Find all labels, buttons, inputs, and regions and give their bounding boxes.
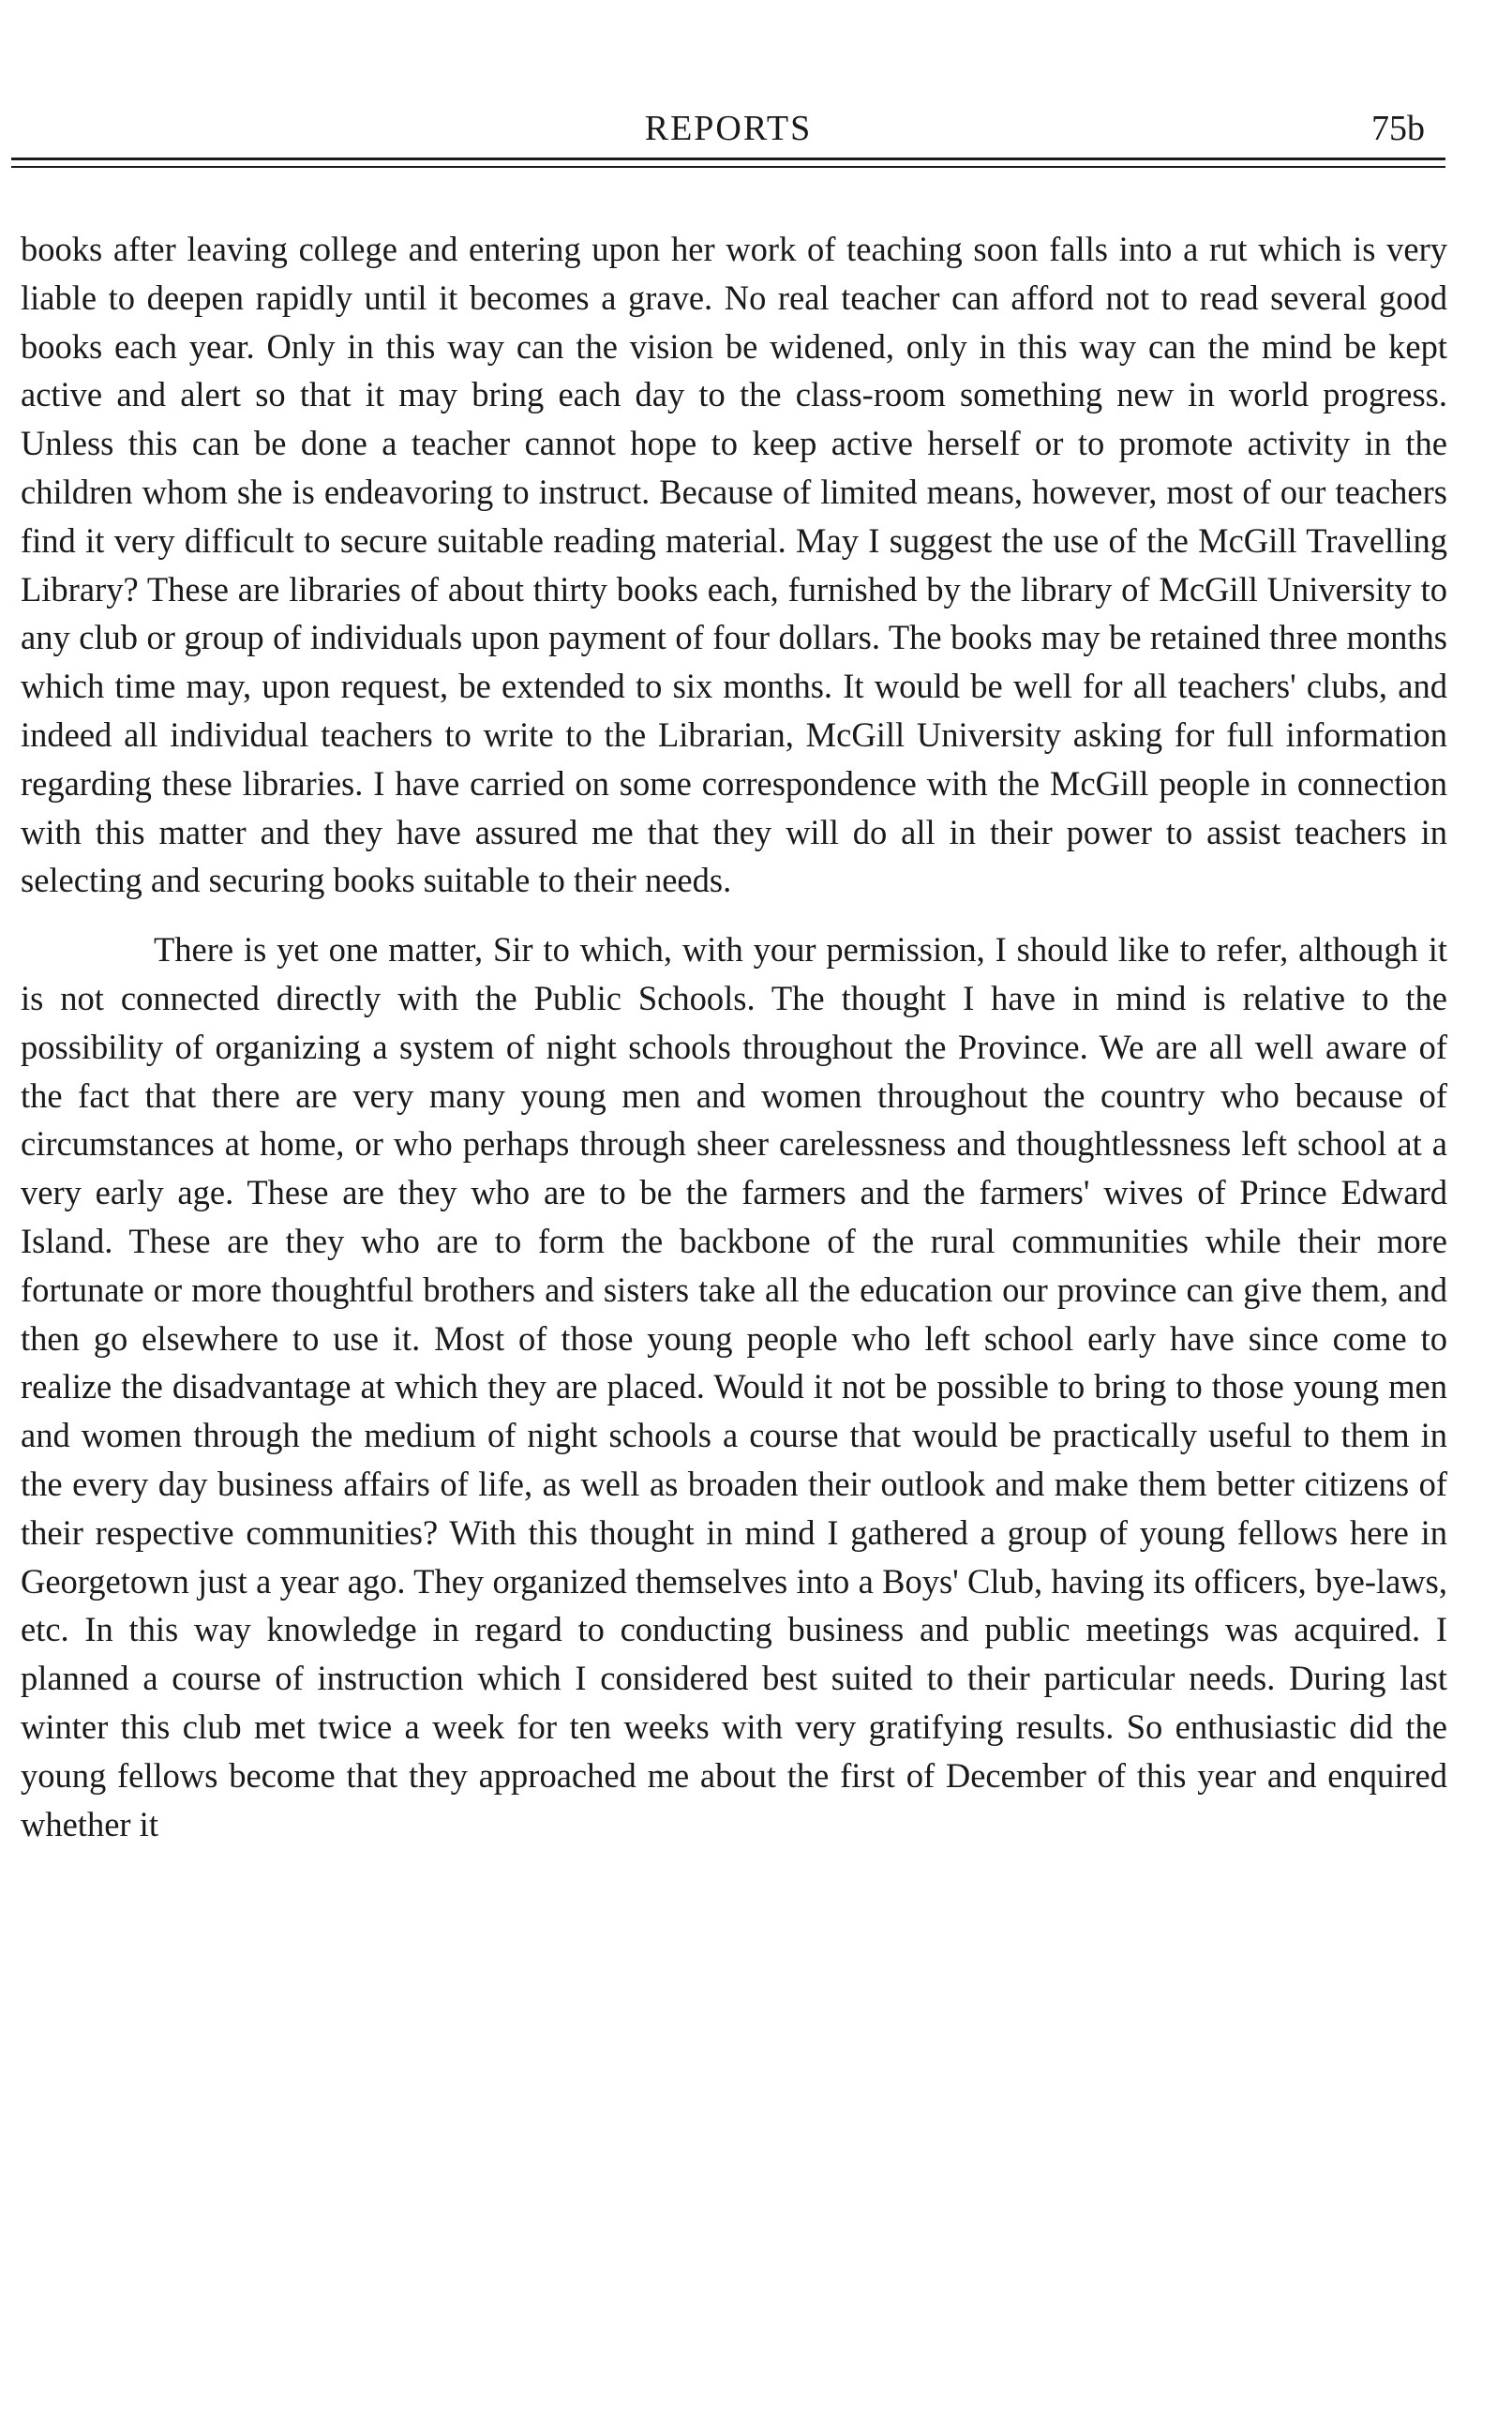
running-header — [11, 105, 1445, 152]
header-rule-thick — [11, 158, 1445, 160]
header-rule-thin — [11, 166, 1445, 168]
paragraph-night-schools: There is yet one matter, Sir to which, with your permission, I should like to refer, although it is not connected directly with the Public Schools. The thought I have in mind is relative to the possibility of organizing a system of night schools throughout the Province. We are all well aware of the fact that there are very many young men and women throughout the country who because of circumstances at home, or who perhaps through sheer carelessness and thoughtlessness left school at a very early age. These are they who are to be the farmers and the farmers' wives of Prince Edward Island. These are they who are to form the backbone of the rural communities while their more fortunate or more thoughtful brothers and sisters take all the education our province can give them, and then go elsewhere to use it. Most of those young people who left school early have since come to realize the disadvantage at which they are placed. Would it not be possible to bring to those young men and women through the medium of night schools a course that would be practically useful to them in the every day business affairs of life, as well as broaden their outlook and make them better citizens of their respective communities? With this thought in mind I gathered a group of young fellows here in Georgetown just a year ago. They organized themselves into a Boys' Club, having its officers, bye-laws, etc. In this way knowledge in regard to conducting business and public meetings was acquired. I planned a course of instruction which I considered best suited to their particular needs. During last winter this club met twice a week for ten weeks with very gratifying results. So enthusiastic did the young fellows become that they approached me about the first of December of this year and enquired whether it — [21, 930, 1447, 1843]
header-title: REPORTS — [644, 109, 813, 148]
page-number: 75b — [1371, 109, 1425, 148]
paragraph-continuation: books after leaving college and entering upon her work of teaching soon falls into a rut which is very liable to deepen rapidly until it becomes a grave. No real teacher can afford not to read several good books each year. Only in this way can the vision be widened, only in this way can the mind be kept active and alert so that it may bring each day to the class-room something new in world progress. Unless this can be done a teacher cannot hope to keep active herself or to promote activity in the children whom she is endeavoring to instruct. Because of limited means, however, most of our teachers find it very difficult to secure suitable reading material. May I suggest the use of the McGill Travelling Library? These are libraries of about thirty books each, furnished by the library of McGill University to any club or group of individuals upon payment of four dollars. The books may be retained three months which time may, upon request, be extended to six months. It would be well for all teachers' clubs, and indeed all individual teachers to write to the Librarian, McGill University asking for full information regarding these libraries. I have carried on some correspondence with the McGill people in connection with this matter and they have assured me that they will do all in their power to assist teachers in selecting and securing books suitable to their needs. — [21, 230, 1447, 900]
body-text — [21, 225, 1447, 1848]
